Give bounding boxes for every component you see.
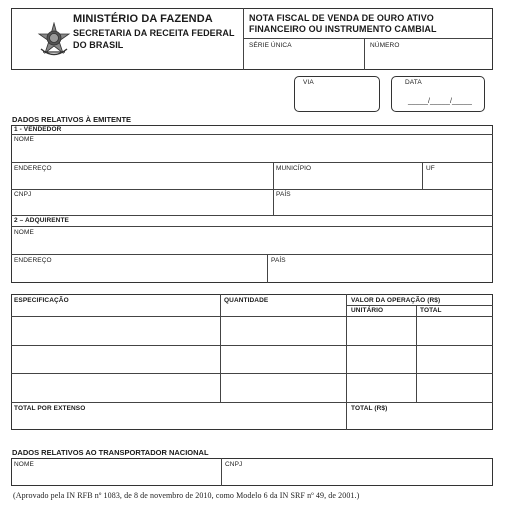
row-line [11, 215, 493, 216]
document-title-line1: NOTA FISCAL DE VENDA DE OURO ATIVO [249, 13, 434, 23]
vendedor-pais-label: PAÍS [276, 191, 291, 198]
transportador-nome-label: NOME [14, 461, 34, 468]
adquirente-endereco-label: ENDEREÇO [14, 257, 52, 264]
vendedor-nome-label: NOME [14, 136, 34, 143]
vendedor-pais-field[interactable] [273, 189, 493, 215]
transportador-cnpj-field[interactable] [221, 458, 493, 486]
ministry-name: MINISTÉRIO DA FAZENDA [73, 13, 213, 25]
item-row-2-total[interactable] [416, 345, 493, 373]
data-label: DATA [405, 79, 422, 86]
especificacao-header: ESPECIFICAÇÃO [14, 297, 69, 304]
total-por-extenso-label: TOTAL POR EXTENSO [14, 405, 86, 412]
approval-note: (Aprovado pela IN RFB nº 1083, de 8 de novembro de 2010, como Modelo 6 da IN SRF nº 49, de 2001.) [13, 491, 360, 500]
country-name: DO BRASIL [73, 40, 124, 50]
secretariat-name: SECRETARIA DA RECEITA FEDERAL [73, 28, 235, 38]
via-label: VIA [303, 79, 314, 86]
item-row-1-especificacao[interactable] [11, 316, 220, 345]
numero-label: NÚMERO [370, 42, 400, 49]
item-row-1-total[interactable] [416, 316, 493, 345]
data-placeholder: _____/_____/_____ [408, 98, 472, 105]
adquirente-pais-label: PAÍS [271, 257, 286, 264]
item-row-2-quantidade[interactable] [220, 345, 346, 373]
document-title-line2: FINANCEIRO OU INSTRUMENTO CAMBIAL [249, 24, 437, 34]
vendedor-endereco-label: ENDEREÇO [14, 165, 52, 172]
item-row-3-quantidade[interactable] [220, 373, 346, 402]
header-serie-divider [364, 38, 365, 70]
quantidade-header: QUANTIDADE [224, 297, 269, 304]
total-rs-label: TOTAL (R$) [351, 405, 388, 412]
adquirente-nome-field[interactable] [11, 226, 493, 254]
vendedor-cnpj-field[interactable] [11, 189, 273, 215]
adquirente-title: 2 – ADQUIRENTE [14, 217, 69, 224]
vendedor-title: 1 - VENDEDOR [14, 126, 62, 133]
item-row-3-total[interactable] [416, 373, 493, 402]
vendedor-cnpj-label: CNPJ [14, 191, 32, 198]
transportador-section-title: DADOS RELATIVOS AO TRANSPORTADOR NACIONAL [12, 448, 209, 457]
vendedor-nome-field[interactable] [11, 134, 493, 162]
total-header: TOTAL [420, 307, 442, 314]
item-row-2-unitario[interactable] [346, 345, 416, 373]
valor-operacao-header: VALOR DA OPERAÇÃO (R$) [351, 297, 441, 304]
item-row-3-especificacao[interactable] [11, 373, 220, 402]
header-title-divider [243, 38, 493, 39]
vendedor-uf-label: UF [426, 165, 435, 172]
transportador-nome-field[interactable] [11, 458, 221, 486]
valor-sub-line [346, 305, 493, 306]
serie-label: SÉRIE ÚNICA [249, 42, 292, 49]
unitario-header: UNITÁRIO [351, 307, 384, 314]
transportador-cnpj-label: CNPJ [225, 461, 243, 468]
item-row-3-unitario[interactable] [346, 373, 416, 402]
emitente-section-title: DADOS RELATIVOS À EMITENTE [12, 115, 132, 124]
item-row-1-unitario[interactable] [346, 316, 416, 345]
item-row-2-especificacao[interactable] [11, 345, 220, 373]
header-divider [243, 8, 244, 70]
coat-of-arms-icon [37, 22, 71, 58]
item-row-1-quantidade[interactable] [220, 316, 346, 345]
adquirente-nome-label: NOME [14, 229, 34, 236]
vendedor-municipio-label: MUNICÍPIO [276, 165, 312, 172]
adquirente-pais-field[interactable] [267, 254, 493, 283]
